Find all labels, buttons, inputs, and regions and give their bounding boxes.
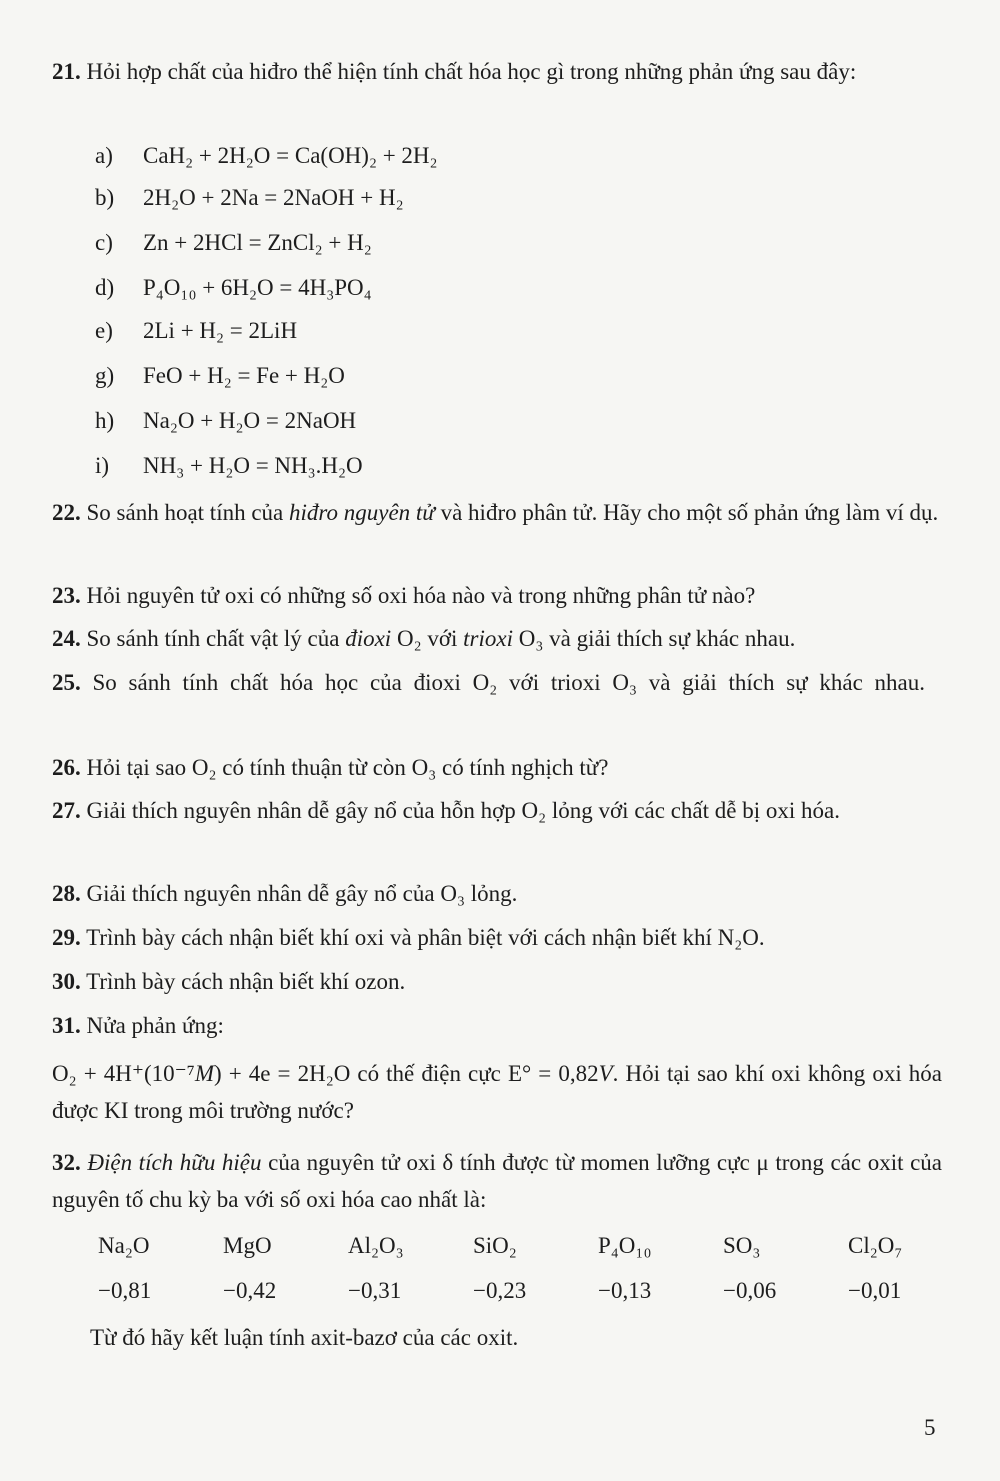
unit-molar: M (194, 1061, 214, 1086)
oxide-formula: P₄O₁₀ (598, 1233, 652, 1258)
question-number: 28. (52, 881, 81, 906)
question-text: O₂ với (391, 626, 464, 651)
reaction-label: e) (95, 318, 113, 343)
reaction-equation: P₄O₁₀ + 6H₂O = 4H₃PO₄ (143, 275, 372, 300)
question-23 (52, 577, 942, 614)
oxide-formula: Al₂O₃ (348, 1233, 404, 1258)
question-text: Giải thích nguyên nhân dễ gây nổ của O₃ lỏng. (86, 881, 518, 906)
question-26 (52, 749, 942, 786)
question-number: 30. (52, 969, 81, 994)
question-21 (52, 55, 942, 89)
question-28 (52, 875, 942, 912)
reaction-label: a) (95, 143, 113, 168)
question-31 (52, 1007, 942, 1044)
reaction-label: g) (95, 363, 115, 388)
oxide-charge: −0,31 (348, 1278, 402, 1303)
question-number: 21. (52, 59, 81, 84)
half-reaction-text: O₂ + 4H⁺(10⁻⁷ (52, 1061, 195, 1086)
reaction-label: b) (95, 185, 115, 210)
reaction-item (95, 447, 363, 484)
reaction-item (95, 312, 297, 349)
question-text: Hỏi tại sao O₂ có tính thuận từ còn O₃ có tính nghịch từ? (86, 755, 609, 780)
question-text: Nửa phản ứng: (86, 1013, 224, 1038)
oxide-formula: SiO₂ (473, 1233, 517, 1258)
charge-row (98, 1272, 918, 1309)
question-24 (52, 620, 942, 657)
reaction-item (95, 224, 372, 261)
reaction-label: h) (95, 408, 115, 433)
question-text: của nguyên tử oxi δ tính được từ momen lưỡng cực μ trong các oxit của nguyên tố chu kỳ ba với số oxi hóa cao nhất là: (52, 1150, 943, 1212)
oxide-charge: −0,01 (848, 1278, 902, 1303)
question-text: O₃ và giải thích sự khác nhau. (512, 626, 796, 651)
question-number: 32. (52, 1150, 81, 1175)
question-number: 24. (52, 626, 81, 651)
question-number: 29. (52, 925, 81, 950)
reaction-item (95, 269, 372, 306)
question-number: 26. (52, 755, 81, 780)
reaction-equation: Na₂O + H₂O = 2NaOH (143, 408, 357, 433)
reaction-equation: 2Li + H₂ = 2LiH (143, 318, 298, 343)
question-27 (52, 792, 942, 829)
question-number: 27. (52, 798, 81, 823)
question-text: So sánh tính chất vật lý của (86, 626, 346, 651)
question-text-italic: đioxi (345, 626, 392, 651)
question-text: Hỏi hợp chất của hiđro thể hiện tính chất hóa học gì trong những phản ứng sau đây: (86, 59, 857, 84)
question-22 (52, 494, 942, 531)
question-32 (52, 1144, 942, 1218)
oxide-row (98, 1227, 918, 1264)
question-number: 25. (52, 670, 81, 695)
oxide-charge: −0,06 (723, 1278, 777, 1303)
question-text-italic: hiđro nguyên tử (289, 500, 435, 525)
reaction-equation: NH₃ + H₂O = NH₃.H₂O (143, 453, 363, 478)
oxide-formula: MgO (223, 1233, 272, 1258)
oxide-charge: −0,13 (598, 1278, 652, 1303)
reaction-equation: 2H₂O + 2Na = 2NaOH + H₂ (143, 185, 404, 210)
question-25 (52, 664, 942, 701)
reaction-item (95, 357, 345, 394)
question-text-italic: Điện tích hữu hiệu (87, 1150, 262, 1175)
oxide-charge: −0,81 (98, 1278, 152, 1303)
reaction-item (95, 137, 438, 174)
reaction-equation: Zn + 2HCl = ZnCl₂ + H₂ (143, 230, 372, 255)
question-text: So sánh tính chất hóa học của đioxi O₂ với trioxi O₃ và giải thích sự khác nhau. (92, 670, 926, 695)
question-29 (52, 919, 942, 956)
reaction-label: d) (95, 275, 115, 300)
question-text: Trình bày cách nhận biết khí ozon. (86, 969, 406, 994)
reaction-item (95, 402, 356, 439)
reaction-equation: CaH₂ + 2H₂O = Ca(OH)₂ + 2H₂ (143, 143, 438, 168)
question-text: Trình bày cách nhận biết khí oxi và phân biệt với cách nhận biết khí N₂O. (86, 925, 765, 950)
oxide-formula: Na₂O (98, 1233, 150, 1258)
reaction-equation: FeO + H₂ = Fe + H₂O (143, 363, 345, 388)
reaction-item (95, 179, 404, 216)
question-text: . Hỏi tại sao khí oxi không oxi hóa được KI trong môi trường nước? (52, 1061, 942, 1123)
oxide-charge: −0,42 (223, 1278, 277, 1303)
question-text: So sánh hoạt tính của (86, 500, 289, 525)
oxide-formula: Cl₂O₇ (848, 1233, 903, 1258)
half-reaction-text: ) + 4e = 2H₂O có thế điện cực E° = 0,82 (213, 1061, 599, 1086)
question-text-italic: trioxi (463, 626, 513, 651)
question-30 (52, 963, 942, 1000)
oxide-formula: SO₃ (723, 1233, 761, 1258)
reaction-label: c) (95, 230, 113, 255)
question-text: Hỏi nguyên tử oxi có những số oxi hóa nào và trong những phân tử nào? (86, 583, 756, 608)
question-number: 23. (52, 583, 81, 608)
oxide-charge: −0,23 (473, 1278, 527, 1303)
unit-volt: V (598, 1061, 613, 1086)
page-number: 5 (924, 1415, 936, 1440)
half-reaction (52, 1055, 942, 1129)
question-number: 31. (52, 1013, 81, 1038)
question-number: 22. (52, 500, 81, 525)
question-text: và hiđro phân tử. Hãy cho một số phản ứng làm ví dụ. (434, 500, 939, 525)
question-text: Giải thích nguyên nhân dễ gây nổ của hỗn hợp O₂ lỏng với các chất dễ bị oxi hóa. (86, 798, 840, 823)
reaction-label: i) (95, 453, 110, 478)
conclusion: Từ đó hãy kết luận tính axit-bazơ của các oxit. (90, 1325, 519, 1350)
